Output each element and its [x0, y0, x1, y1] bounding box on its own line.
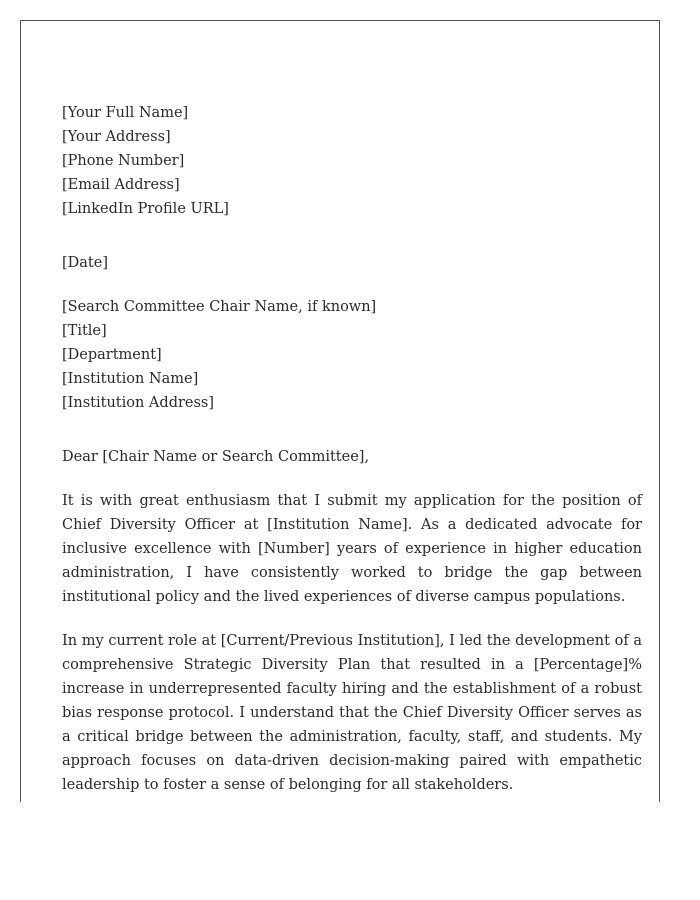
- body-paragraph-2: In my current role at [Current/Previous Institution], I led the development of a comprehensive Strategic Diversity Plan that resulted in a [Percentage]% increase in underrepresented faculty hiring and the establishment of a robust bias response protocol. I understand that the Chief Diversity Officer serves as a critical bridge between the administration, faculty, staff, and students. My approach focuses on data-driven decision-making paired with empathetic leadership to foster a sense of belonging for all stakeholders.: [62, 633, 642, 793]
- letter-page: [20, 20, 660, 802]
- sender-block: [62, 101, 642, 221]
- date-block: [62, 251, 642, 275]
- sender-phone: [Phone Number]: [62, 153, 185, 169]
- recipient-chair-name: [Search Committee Chair Name, if known]: [62, 299, 377, 315]
- recipient-title: [Title]: [62, 323, 107, 339]
- letter-date: [Date]: [62, 255, 108, 271]
- salutation: Dear [Chair Name or Search Committee],: [62, 449, 370, 465]
- sender-full-name: [Your Full Name]: [62, 105, 189, 121]
- body-paragraph-1: It is with great enthusiasm that I submit my application for the position of Chief Diversity Officer at [Institution Name]. As a dedicated advocate for inclusive excellence with [Number] years of experience in higher education administration, I have consistently worked to bridge the gap between institutional policy and the lived experiences of diverse campus populations.: [62, 493, 642, 605]
- sender-email: [Email Address]: [62, 177, 180, 193]
- recipient-block: [62, 295, 642, 415]
- recipient-department: [Department]: [62, 347, 162, 363]
- sender-address: [Your Address]: [62, 129, 171, 145]
- sender-linkedin: [LinkedIn Profile URL]: [62, 201, 229, 217]
- salutation-block: [62, 445, 642, 469]
- recipient-institution-address: [Institution Address]: [62, 395, 215, 411]
- recipient-institution-name: [Institution Name]: [62, 371, 199, 387]
- letter-body: [62, 101, 642, 797]
